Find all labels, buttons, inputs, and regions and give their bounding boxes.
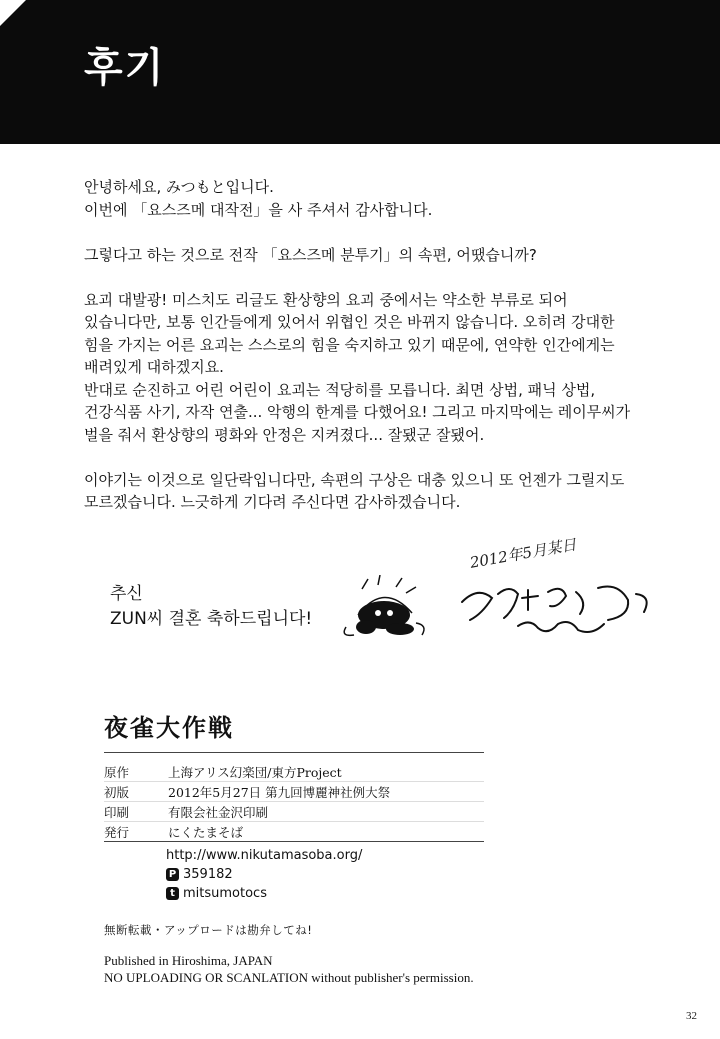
afterword-line: 힘을 가지는 어른 요괴는 스스로의 힘을 숙지하고 있기 때문에, 연약한 인간에게는	[84, 335, 615, 354]
colophon-row	[104, 782, 484, 802]
afterword-paragraph	[84, 469, 654, 514]
pixiv-icon: P	[166, 868, 179, 881]
colophon-value: 上海アリス幻楽団/東方Project	[168, 764, 342, 780]
colophon-value: にくたまそば	[168, 824, 244, 840]
publication-location: Published in Hiroshima, JAPAN	[104, 953, 273, 968]
afterword-line: 벌을 줘서 환상향의 평화와 안정은 지켜졌다... 잘됐군 잘됐어.	[84, 425, 485, 444]
afterword-paragraph	[84, 176, 654, 221]
page-number: 32	[686, 1010, 697, 1022]
afterword-line: 안녕하세요, みつもと입니다.	[84, 178, 274, 196]
publisher-links	[166, 846, 362, 903]
colophon-row	[104, 802, 484, 822]
afterword-line: 배려있게 대하겠지요.	[84, 358, 224, 376]
colophon-row	[104, 762, 484, 782]
postscript-label: 추신	[110, 584, 143, 604]
signature-date: 2012年5月某日	[468, 535, 578, 572]
colophon-value: 2012年5月27日 第九回博麗神社例大祭	[168, 784, 391, 800]
book-title: 夜雀大作戦	[104, 713, 234, 742]
page-title: 후기	[84, 45, 166, 91]
colophon-table	[104, 762, 484, 842]
colophon-key: 発行	[104, 824, 130, 840]
afterword-line: 건강식품 사기, 자작 연출... 악행의 한계를 다했어요! 그리고 마지막에는 레이무씨가	[84, 403, 631, 421]
afterword-paragraph	[84, 244, 654, 267]
twitter-handle[interactable]: mitsumotocs	[183, 886, 267, 901]
twitter-icon: t	[166, 887, 179, 900]
colophon-value: 有限会社金沢印刷	[168, 804, 269, 820]
website-url[interactable]: http://www.nikutamasoba.org/	[166, 848, 363, 863]
afterword-line: 있습니다만, 보통 인간들에게 있어서 위협인 것은 바뀌지 않습니다. 오히려 강대한	[84, 313, 615, 331]
corner-mark	[0, 0, 26, 26]
no-reprint-notice: 無断転載・アップロードは勘弁してね!	[104, 923, 313, 937]
afterword-line: 이번에 「요스즈메 대작전」을 사 주셔서 감사합니다.	[84, 200, 433, 219]
afterword-line: 모르겠습니다. 느긋하게 기다려 주신다면 감사하겠습니다.	[84, 493, 461, 511]
afterword-line: 그렇다고 하는 것으로 전작 「요스즈메 분투기」의 속편, 어땠습니까?	[84, 245, 537, 264]
pixiv-link[interactable]	[166, 865, 362, 884]
postscript-message: ZUN씨 결혼 축하드립니다!	[110, 609, 313, 629]
chibi-doodle-illustration	[338, 575, 430, 643]
colophon-key: 初版	[104, 784, 130, 800]
colophon-row	[104, 822, 484, 842]
colophon-divider	[104, 752, 484, 753]
handwritten-signature	[458, 580, 658, 638]
afterword-paragraph	[84, 289, 654, 447]
postscript	[110, 582, 312, 632]
afterword-line: 이야기는 이것으로 일단락입니다만, 속편의 구상은 대충 있으니 또 언젠가 그릴지도	[84, 470, 625, 489]
no-scanlation-notice: NO UPLOADING OR SCANLATION without publisher's permission.	[104, 970, 474, 985]
colophon-key: 印刷	[104, 804, 130, 820]
header-bar	[0, 0, 720, 144]
twitter-link[interactable]	[166, 884, 362, 903]
pixiv-id[interactable]: 359182	[183, 867, 233, 882]
afterword-line: 반대로 순진하고 어린 어린이 요괴는 적당히를 모릅니다. 최면 상법, 패닉 상법,	[84, 380, 596, 399]
afterword-line: 요괴 대발광! 미스치도 리글도 환상향의 요괴 중에서는 약소한 부류로 되어	[84, 290, 568, 309]
colophon-key: 原作	[104, 764, 130, 780]
afterword-text	[84, 176, 654, 536]
publication-notice	[104, 952, 474, 986]
website-link[interactable]	[166, 846, 362, 865]
